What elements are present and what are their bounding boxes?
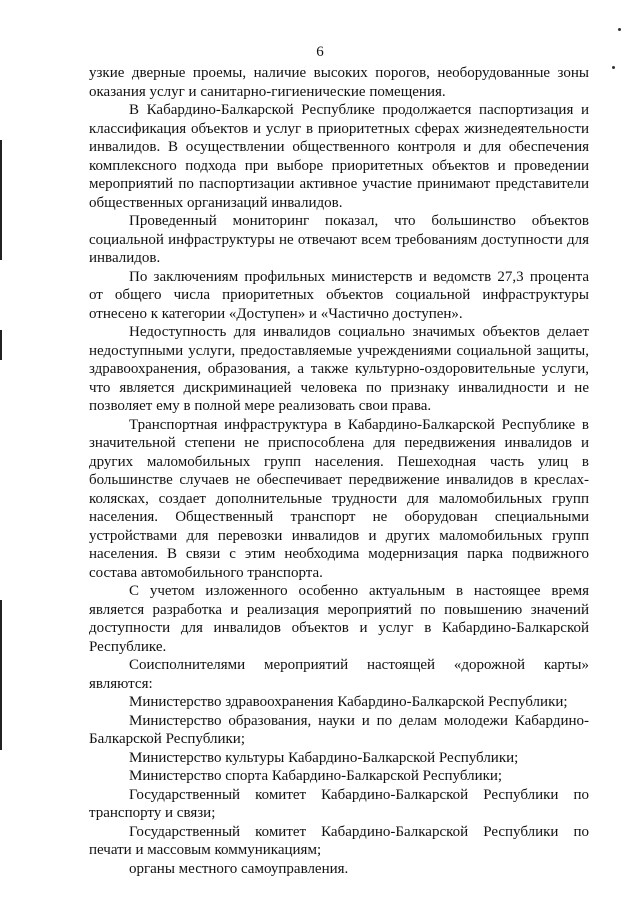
list-item: органы местного самоуправления. xyxy=(129,860,349,877)
paragraph: Соисполнителями мероприятий настоящей «дорожной карты» являются: xyxy=(89,657,589,692)
list-item: Министерство культуры Кабардино-Балкарской Республики; xyxy=(129,749,519,766)
list-item: Министерство здравоохранения Кабардино-Балкарской Республики; xyxy=(129,694,568,710)
paragraph: узкие дверные проемы, наличие высоких порогов, необорудованные зоны оказания услуг и санитарно-гигиенические помещения. xyxy=(89,65,589,100)
list-item: Государственный комитет Кабардино-Балкарской Республики по печати и массовым коммуникациям; xyxy=(89,823,589,858)
paragraph: В Кабардино-Балкарской Республике продолжается паспортизация и классификация объектов и услуг в приоритетных сферах жизнедеятельности инвалидов. В осуществлении общественного контроля и для обеспечения комплексного подхода при выборе приоритетных объектов и проведении мероприятий по паспортизации активное участие принимают представители общественных организаций инвалидов. xyxy=(89,102,589,211)
scan-edge-mark xyxy=(0,140,2,260)
list-item: Министерство спорта Кабардино-Балкарской Республики; xyxy=(129,768,503,784)
paragraph: С учетом изложенного особенно актуальным в настоящее время является разработка и реализация мероприятий по повышению значений доступности для инвалидов объектов и услуг в Кабардино-Балкарской Республике. xyxy=(89,583,589,655)
list-item: Государственный комитет Кабардино-Балкарской Республики по транспорту и связи; xyxy=(89,786,589,821)
scan-dot xyxy=(618,28,621,31)
scan-edge-mark xyxy=(0,600,2,750)
body-text xyxy=(89,64,589,878)
list-item: Министерство образования, науки и по делам молодежи Кабардино-Балкарской Республики; xyxy=(89,712,589,747)
scan-edge-mark xyxy=(0,330,2,360)
paragraph: Проведенный мониторинг показал, что большинство объектов социальной инфраструктуры не отвечают всем требованиям доступности для инвалидов. xyxy=(89,213,589,266)
paragraph: По заключениям профильных министерств и ведомств 27,3 процента от общего числа приоритетных объектов социальной инфраструктуры отнесено к категории «Доступен» и «Частично доступен». xyxy=(89,268,589,322)
paragraph: Недоступность для инвалидов социально значимых объектов делает недоступными услуги, предоставляемые учреждениями социальной защиты, здравоохранения, образования, а также культурно-оздоровительные услуги, что является дискриминацией человека по признаку инвалидности и не позволяет ему в полной мере реализовать свои права. xyxy=(89,324,589,414)
page-number: 6 xyxy=(316,44,324,60)
scan-dot xyxy=(612,66,615,69)
paragraph: Транспортная инфраструктура в Кабардино-Балкарской Республике в значительной степени не приспособлена для передвижения инвалидов и других маломобильных групп населения. Пешеходная часть улиц в большинстве случаев не обеспечивает передвижение инвалидов в креслах-колясках, создает дополнительные трудности для маломобильных групп населения. Общественный транспорт не оборудован специальными устройствами для перевозки инвалидов и других маломобильных групп населения. В связи с этим необходима модернизация парка подвижного состава автомобильного транспорта. xyxy=(89,416,589,581)
